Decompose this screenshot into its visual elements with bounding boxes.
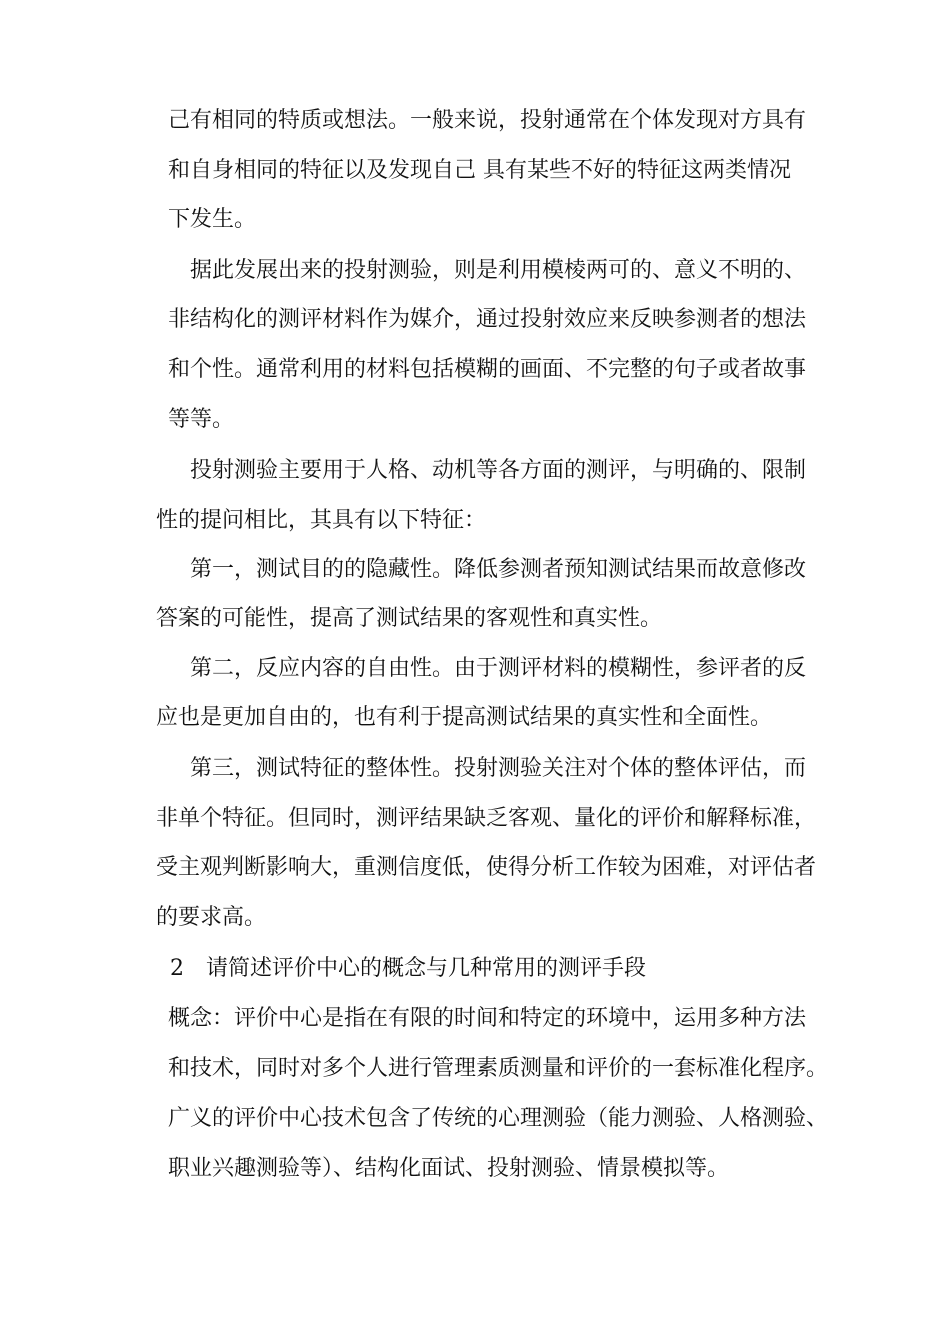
text-line: 和自身相同的特征以及发现自己 具有某些不好的特征这两类情况	[168, 158, 791, 183]
text-line: 和技术，同时对多个人进行管理素质测量和评价的一套标准化程序。	[168, 1056, 829, 1081]
text-line: 下发生。	[168, 207, 257, 232]
text-line: 非单个特征。但同时，测评结果缺乏客观、量化的评价和解释标准，	[156, 806, 817, 831]
text-line: 第一，测试目的的隐藏性。降低参测者预知测试结果而故意修改	[190, 557, 807, 582]
question-heading	[170, 954, 646, 984]
question-title: 请简述评价中心的概念与几种常用的测评手段	[206, 956, 647, 981]
text-line: 据此发展出来的投射测验，则是利用模棱两可的、意义不明的、	[190, 258, 807, 283]
question-number: 2	[170, 956, 184, 981]
text-line: 性的提问相比，其具有以下特征：	[156, 508, 487, 533]
text-line: 应也是更加自由的，也有利于提高测试结果的真实性和全面性。	[156, 705, 773, 730]
text-line: 广义的评价中心技术包含了传统的心理测验（能力测验、人格测验、	[168, 1106, 829, 1131]
text-line: 职业兴趣测验等）、结构化面试、投射测验、情景模拟等。	[168, 1156, 730, 1181]
text-line: 受主观判断影响大，重测信度低，使得分析工作较为困难，对评估者	[156, 855, 817, 880]
text-line: 己有相同的特质或想法。一般来说，投射通常在个体发现对方具有	[168, 108, 807, 133]
text-line: 答案的可能性，提高了测试结果的客观性和真实性。	[156, 606, 663, 631]
text-line: 第三，测试特征的整体性。投射测验关注对个体的整体评估，而	[190, 756, 807, 781]
text-line: 概念：评价中心是指在有限的时间和特定的环境中，运用多种方法	[168, 1006, 807, 1031]
text-line: 的要求高。	[156, 905, 267, 930]
text-line: 非结构化的测评材料作为媒介，通过投射效应来反映参测者的想法	[168, 307, 807, 332]
text-line: 等等。	[168, 407, 235, 432]
text-line: 第二，反应内容的自由性。由于测评材料的模糊性，参评者的反	[190, 656, 807, 681]
text-line: 和个性。通常利用的材料包括模糊的画面、不完整的句子或者故事	[168, 357, 807, 382]
text-line: 投射测验主要用于人格、动机等各方面的测评，与明确的、限制	[190, 458, 807, 483]
